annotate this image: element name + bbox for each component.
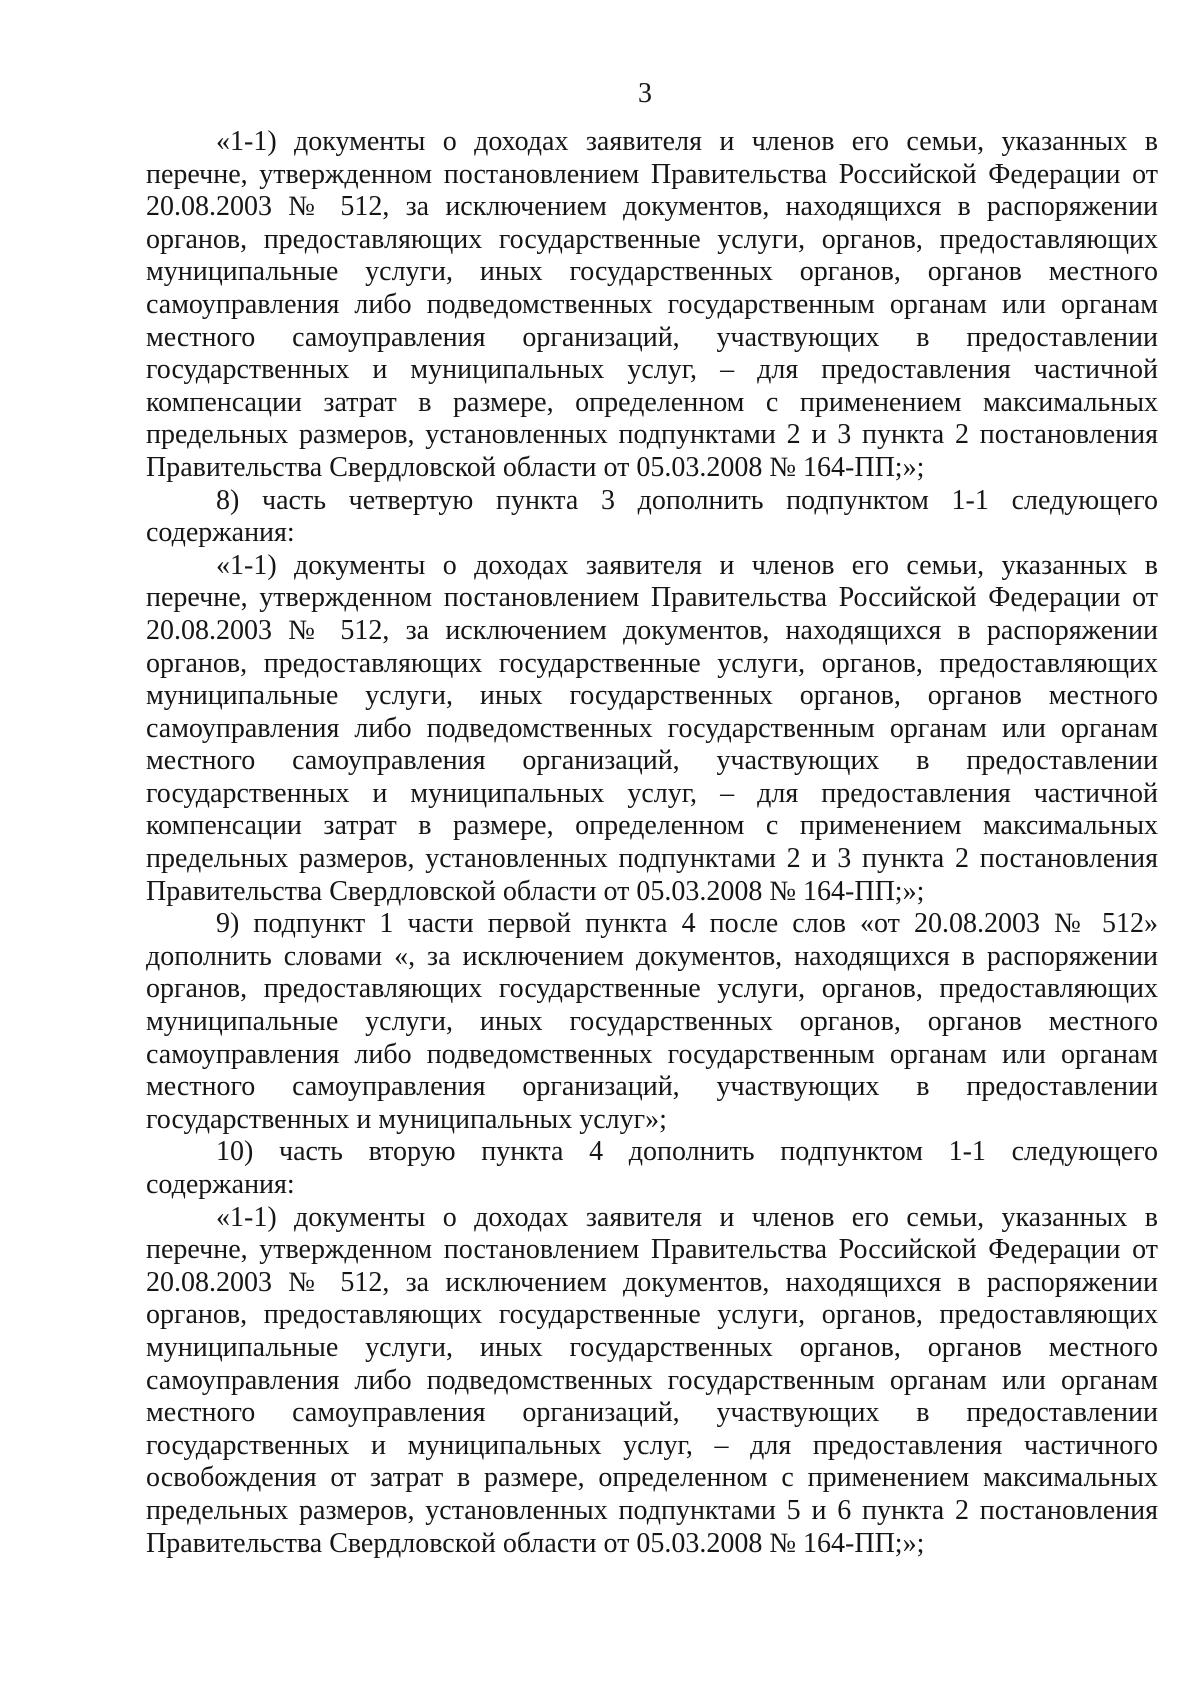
paragraph-item-8: 8) часть четвертую пункта 3 дополнить подпунктом 1-1 следующего содержания: xyxy=(146,484,1158,549)
paragraph-amendment-text-2: «1-1) документы о доходах заявителя и членов его семьи, указанных в перечне, утвержденном постановлением Правительства Российской Федерации от 20.08.2003 № 512, за исключением документов, находящихся в распоряжении органов, предоставляющих государственные услуги, органов, предоставляющих муниципальные услуги, иных государственных органов, органов местного самоуправления либо подведомственных государственным органам или органам местного самоуправления организаций, участвующих в предоставлении государственных и муниципальных услуг, – для предоставления частичной компенсации затрат в размере, определенном с применением максимальных предельных размеров, установленных подпунктами 2 и 3 пункта 2 постановления Правительства Свердловской области от 05.03.2008 № 164-ПП;»; xyxy=(146,549,1158,907)
document-body xyxy=(146,126,1158,1560)
paragraph-item-10: 10) часть вторую пункта 4 дополнить подпунктом 1-1 следующего содержания: xyxy=(146,1136,1158,1200)
page-number: 3 xyxy=(638,78,652,109)
paragraph-amendment-text-1: «1-1) документы о доходах заявителя и членов его семьи, указанных в перечне, утвержденном постановлением Правительства Российской Федерации от 20.08.2003 № 512, за исключением документов, находящихся в распоряжении органов, предоставляющих государственные услуги, органов, предоставляющих муниципальные услуги, иных государственных органов, органов местного самоуправления либо подведомственных государственным органам или органам местного самоуправления организаций, участвующих в предоставлении государственных и муниципальных услуг, – для предоставления частичной компенсации затрат в размере, определенном с применением максимальных предельных размеров, установленных подпунктами 2 и 3 пункта 2 постановления Правительства Свердловской области от 05.03.2008 № 164-ПП;»; xyxy=(146,126,1158,483)
paragraph-item-9: 9) подпункт 1 части первой пункта 4 после слов «от 20.08.2003 № 512» дополнить словами «, за исключением документов, находящихся в распоряжении органов, предоставляющих государственные услуги, органов, предоставляющих муниципальные услуги, иных государственных органов, органов местного самоуправления либо подведомственных государственным органам или органам местного самоуправления организаций, участвующих в предоставлении государственных и муниципальных услуг»; xyxy=(146,908,1158,1135)
paragraph-amendment-text-3: «1-1) документы о доходах заявителя и членов его семьи, указанных в перечне, утвержденном постановлением Правительства Российской Федерации от 20.08.2003 № 512, за исключением документов, находящихся в распоряжении органов, предоставляющих государственные услуги, органов, предоставляющих муниципальные услуги, иных государственных органов, органов местного самоуправления либо подведомственных государственным органам или органам местного самоуправления организаций, участвующих в предоставлении государственных и муниципальных услуг, – для предоставления частичного освобождения от затрат в размере, определенном с применением максимальных предельных размеров, установленных подпунктами 5 и 6 пункта 2 постановления Правительства Свердловской области от 05.03.2008 № 164-ПП;»; xyxy=(146,1201,1158,1559)
